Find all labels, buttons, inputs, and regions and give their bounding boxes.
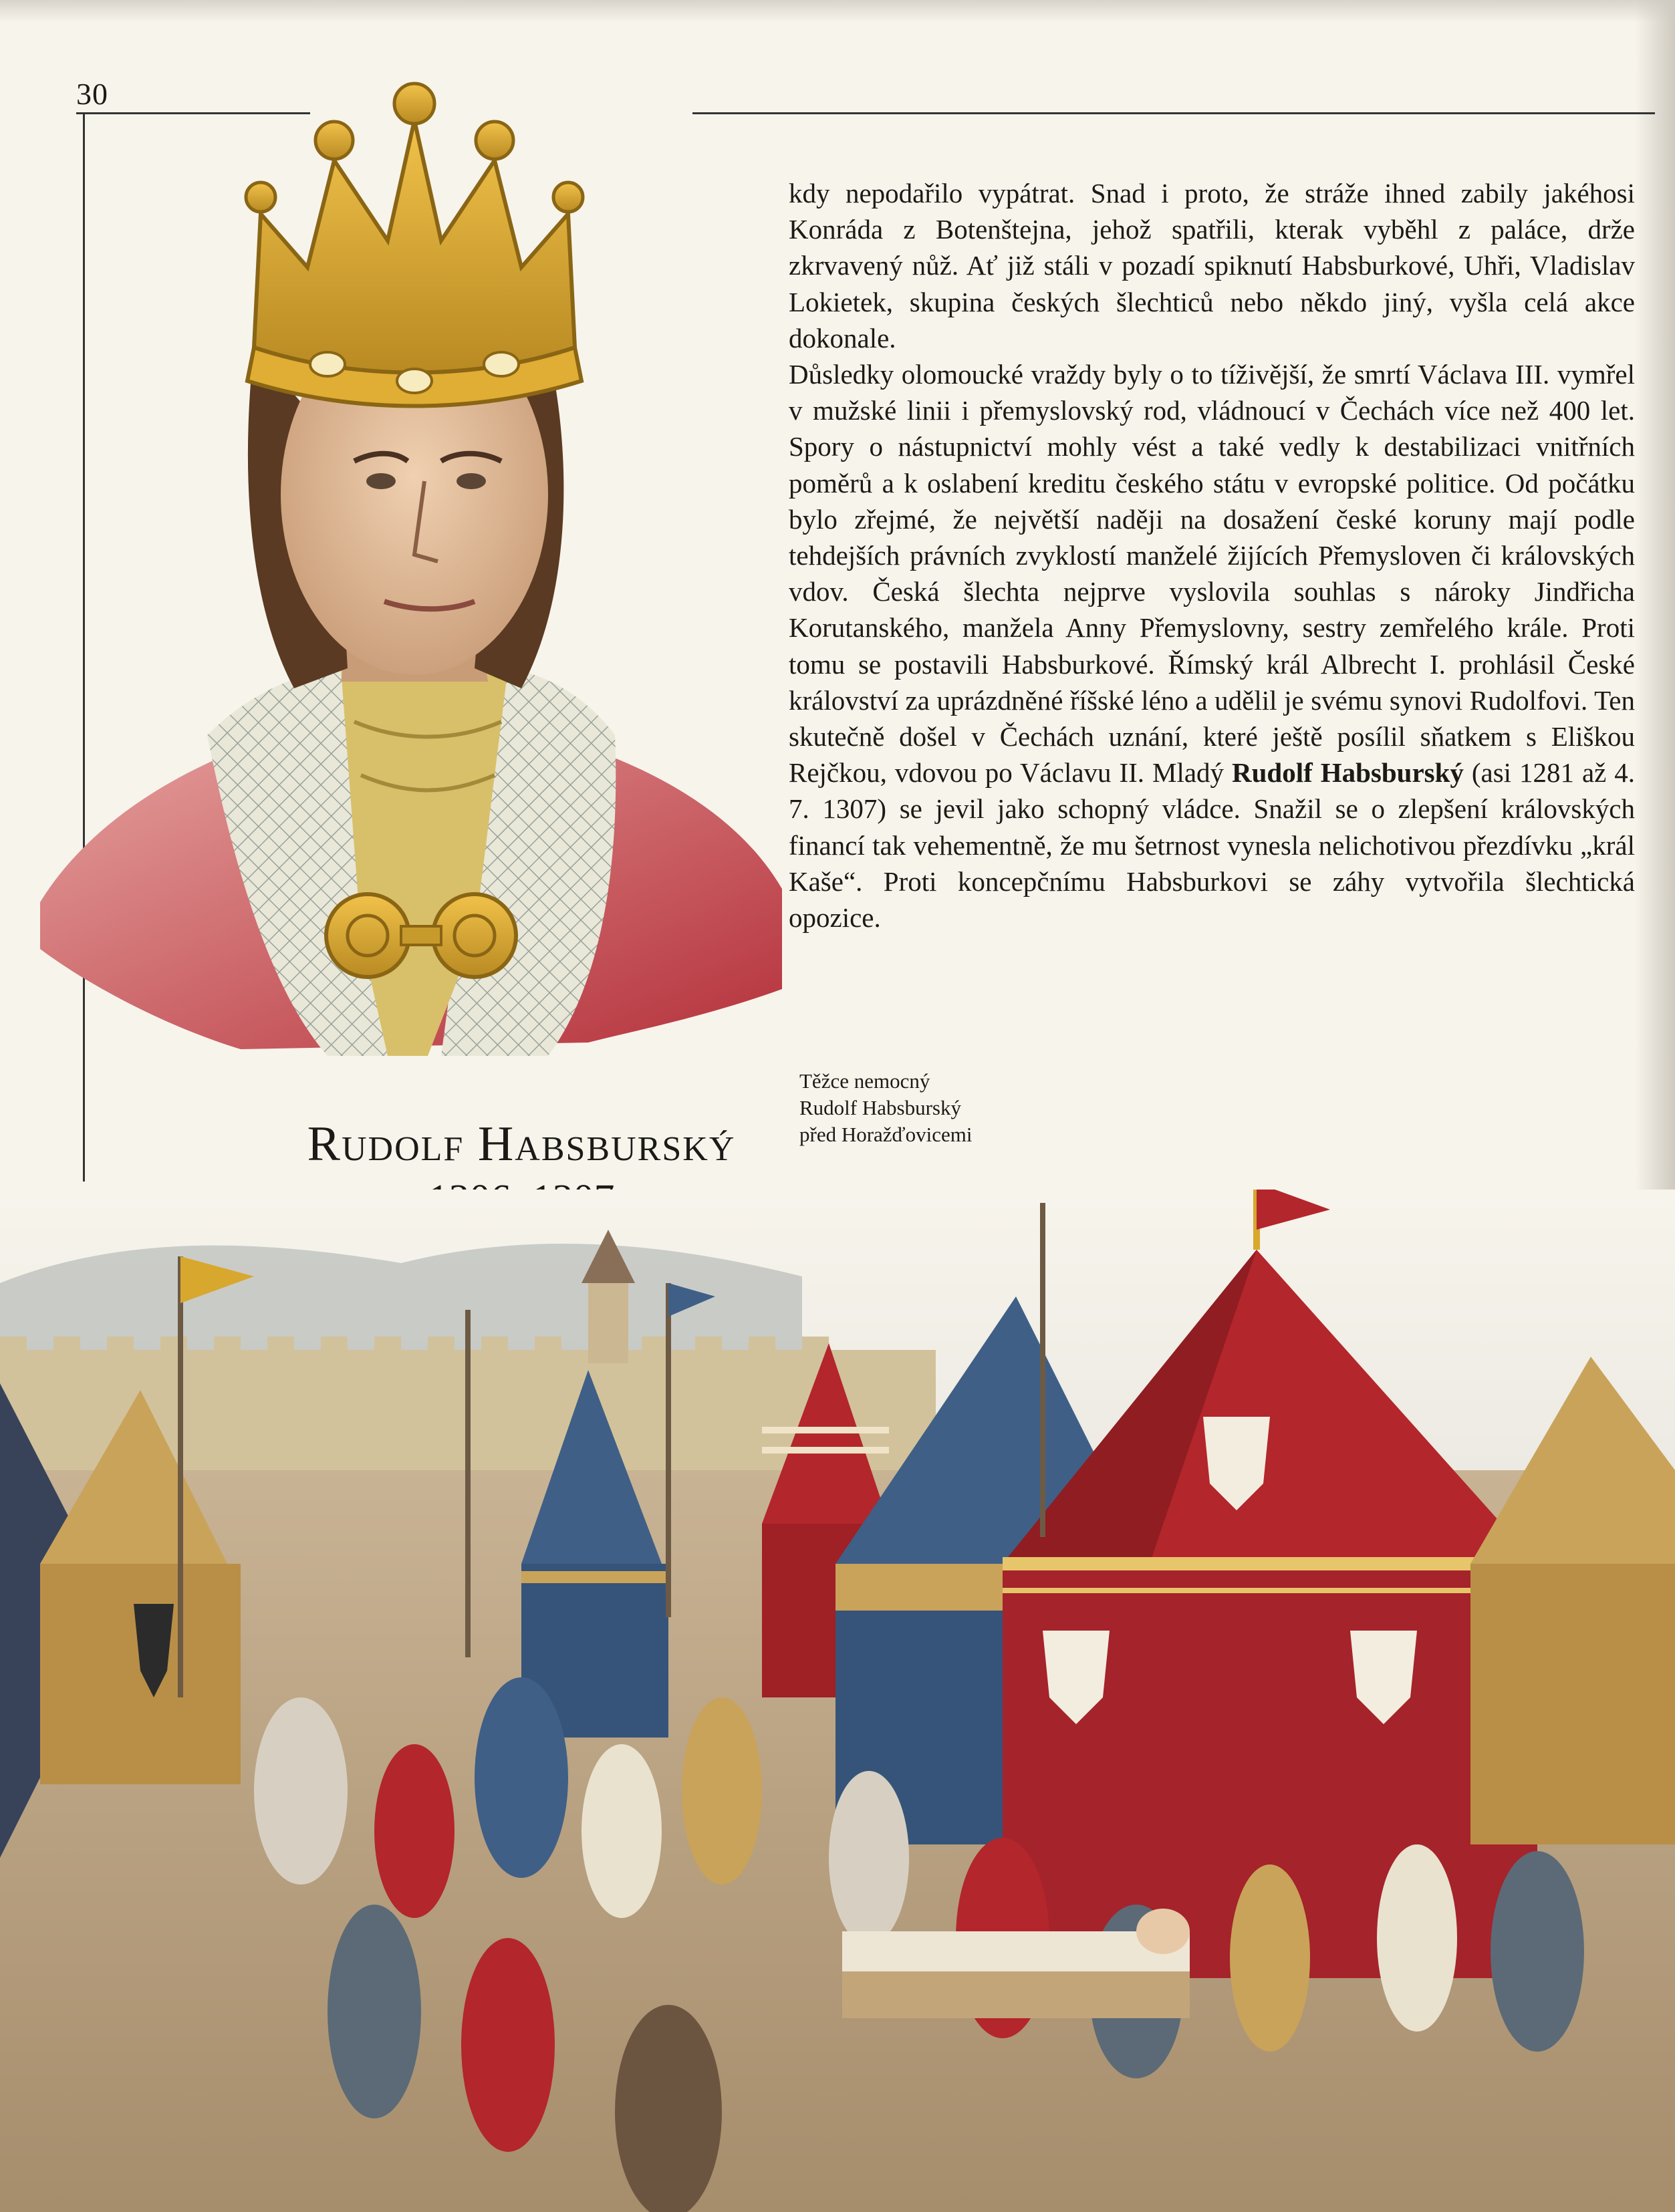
portrait-illustration <box>40 67 789 1109</box>
paragraph-2-bold-name: Rudolf Habsburský <box>1232 757 1464 789</box>
paragraph-2-part-b: (asi 1281 až 4. 7. 1307) se jevil jako schopný vládce. Snažil se o zlepšení královských financí tak vehementně, že mu šetrnost vynesla nelichotivou přezdívku „král Kaše“. Proti koncepčnímu Habsburkovi se záhy vytvořila šlechtická opozice. <box>789 757 1636 934</box>
crown <box>246 84 583 406</box>
scene-caption-line-1: Těžce nemocný <box>799 1069 930 1093</box>
paragraph-2 <box>789 356 1635 936</box>
scene-caption-line-3: před Horažďovicemi <box>799 1123 973 1146</box>
paragraph-2-part-a: Důsledky olomoucké vraždy byly o to tíživější, že smrtí Václava III. vymřel v mužské linii i přemyslovský rod, vládnoucí v Čechách více než 400 let. Spory o nástupnictví mohly vést a také vedly k destabilizaci vnitřních poměrů a k oslabení kreditu českého státu v evropské politice. Od počátku bylo zřejmé, že největší naději na dosažení české koruny mají podle tehdejších právních zvyklostí manželé žijících Přemysloven či královských vdov. Česká šlechta nejprve vyslovila souhlas s nároky Jindřicha Korutanského, manžela Anny Přemyslovny, sestry zemřelého krále. Proti tomu se postavili Habsburkové. Římský král Albrecht I. prohlásil České království za uprázdněné říšské léno a udělil je svému synovi Rudolfovi. Ten skutečně došel v Čechách uznání, které ještě posílil sňatkem s Eliškou Rejčkou, vdovou po Václavu II. Mladý <box>789 359 1635 789</box>
portrait-caption-name: Rudolf Habsburský <box>307 1117 736 1171</box>
page-top-shadow <box>0 0 1675 23</box>
church-tower <box>588 1283 628 1363</box>
top-rule-right <box>692 112 1655 114</box>
scene-caption <box>799 1068 1080 1148</box>
paragraph-1: kdy nepodařilo vypátrat. Snad i proto, že stráže ihned zabily jakéhosi Konráda z Botenštejna, jehož spatřili, kterak vyběhl z paláce, drže zkrvavený nůž. Ať již stáli v pozadí spiknutí Habsburkové, Uhři, Vladislav Lokietek, skupina českých šlechticů nebo někdo jiný, vyšla celá akce dokonale. <box>789 178 1635 354</box>
body-text <box>789 175 1635 936</box>
page-number: 30 <box>76 77 108 111</box>
scene-caption-line-2: Rudolf Habsburský <box>799 1096 961 1119</box>
camp-scene-illustration <box>0 1190 1675 2212</box>
